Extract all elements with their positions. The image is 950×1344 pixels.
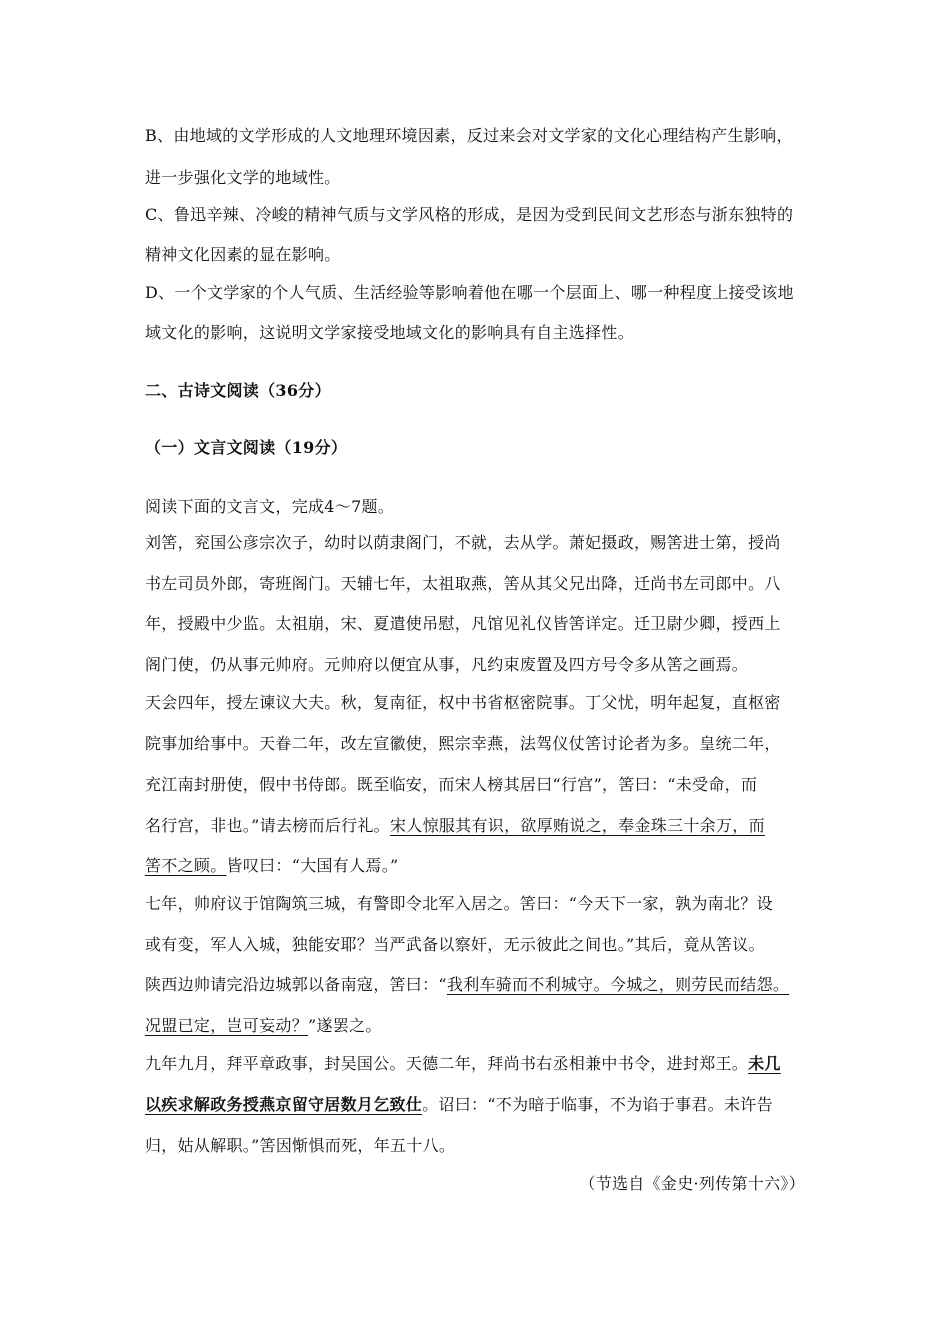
- passage-p2-line-5: [145, 856, 815, 876]
- passage-p2-line-3: 充江南封册使，假中书侍郎。既至临安，而宋人榜其居曰“行宫”，筈曰：“未受命，而: [145, 775, 758, 794]
- underlined-sentence-a-part-1: 宋人惊服其有识，欲厚贿说之，奉金珠三十余万，而: [389, 816, 765, 835]
- section-subheading: （一）文言文阅读（19分）: [145, 438, 348, 457]
- passage-p1-line-3: 年，授殿中少监。太祖崩，宋、夏遣使吊慰，凡馆见礼仪皆筈详定。迁卫尉少卿，授西上: [145, 614, 781, 633]
- passage-p3-line-2: 或有变，军人入城，独能安耶？当严武备以察奸，无示彼此之间也。”其后，竟从筈议。: [145, 935, 765, 954]
- option-d-line-2: 域文化的影响，这说明文学家接受地域文化的影响具有自主选择性。: [145, 323, 635, 342]
- passage-p4-line-1: [145, 975, 815, 995]
- passage-p4-line-1-plain: 陕西边帅请完沿边城郭以备南寇，筈曰：“: [145, 975, 447, 994]
- instruction: 阅读下面的文言文，完成4～7题。: [145, 497, 395, 516]
- passage-p5-line-1: [145, 1054, 815, 1074]
- passage-p1-line-1: 刘筈，兖国公彦宗次子，幼时以荫隶阁门，不就，去从学。萧妃摄政，赐筈进士第，授尚: [145, 533, 781, 552]
- passage-p2-line-2: 院事加给事中。天眷二年，改左宣徽使，熙宗幸燕，法驾仪仗筈讨论者为多。皇统二年，: [145, 734, 781, 753]
- passage-p1-line-4: 阁门使，仍从事元帅府。元帅府以便宜从事，凡约束废置及四方号令多从筈之画焉。: [145, 655, 749, 674]
- passage-p2-line-4: [145, 816, 815, 836]
- option-d-line-1: D、一个文学家的个人气质、生活经验等影响着他在哪一个层面上、哪一种程度上接受该地: [145, 283, 794, 302]
- option-c-line-2: 精神文化因素的显在影响。: [145, 245, 341, 264]
- passage-p4-line-2: [145, 1016, 815, 1036]
- underlined-sentence-b-part-2: 况盟已定，岂可妄动？: [145, 1016, 309, 1035]
- passage-p5-line-3: 归，姑从解职。”筈因惭惧而死，年五十八。: [145, 1136, 456, 1155]
- source-citation: （节选自《金史·列传第十六》）: [579, 1174, 805, 1193]
- bold-sentence-part-2: 以疾求解政务授燕京留守居数月乞致仕: [145, 1095, 423, 1114]
- passage-p5-line-2: [145, 1095, 815, 1115]
- passage-p5-line-1-plain: 九年九月，拜平章政事，封吴国公。天德二年，拜尚书右丞相兼中书令，进封郑王。: [145, 1054, 749, 1073]
- passage-p3-line-1: 七年，帅府议于馆陶筑三城，有警即令北军入居之。筈曰：“今天下一家，孰为南北？设: [145, 894, 773, 913]
- passage-p4-line-2-plain: ”遂罢之。: [308, 1016, 382, 1035]
- passage-p2-line-5-plain: 皆叹曰：“大国有人焉。”: [226, 856, 399, 875]
- option-c-line-1: C、鲁迅辛辣、冷峻的精神气质与文学风格的形成，是因为受到民间文艺形态与浙东独特的: [145, 205, 794, 224]
- section-heading: 二、古诗文阅读（36分）: [145, 381, 331, 400]
- option-b-line-1: B、由地域的文学形成的人文地理环境因素，反过来会对文学家的文化心理结构产生影响，: [145, 126, 793, 145]
- option-b-line-2: 进一步强化文学的地域性。: [145, 168, 341, 187]
- bold-sentence-part-1: 未几: [748, 1054, 781, 1073]
- passage-p5-line-2-plain: 。诏曰：“不为暗于临事，不为谄于事君。未许告: [422, 1095, 773, 1114]
- passage-p2-line-1: 天会四年，授左谏议大夫。秋，复南征，权中书省枢密院事。丁父忧，明年起复，直枢密: [145, 693, 781, 712]
- passage-p1-line-2: 书左司员外郎，寄班阁门。天辅七年，太祖取燕，筈从其父兄出降，迁尚书左司郎中。八: [145, 574, 781, 593]
- underlined-sentence-b-part-1: 我利车骑而不利城守。今城之，则劳民而结怨。: [446, 975, 790, 994]
- passage-p2-line-4-plain: 名行宫，非也。”请去榜而后行礼。: [145, 816, 390, 835]
- underlined-sentence-a-part-2: 筈不之顾。: [145, 856, 227, 875]
